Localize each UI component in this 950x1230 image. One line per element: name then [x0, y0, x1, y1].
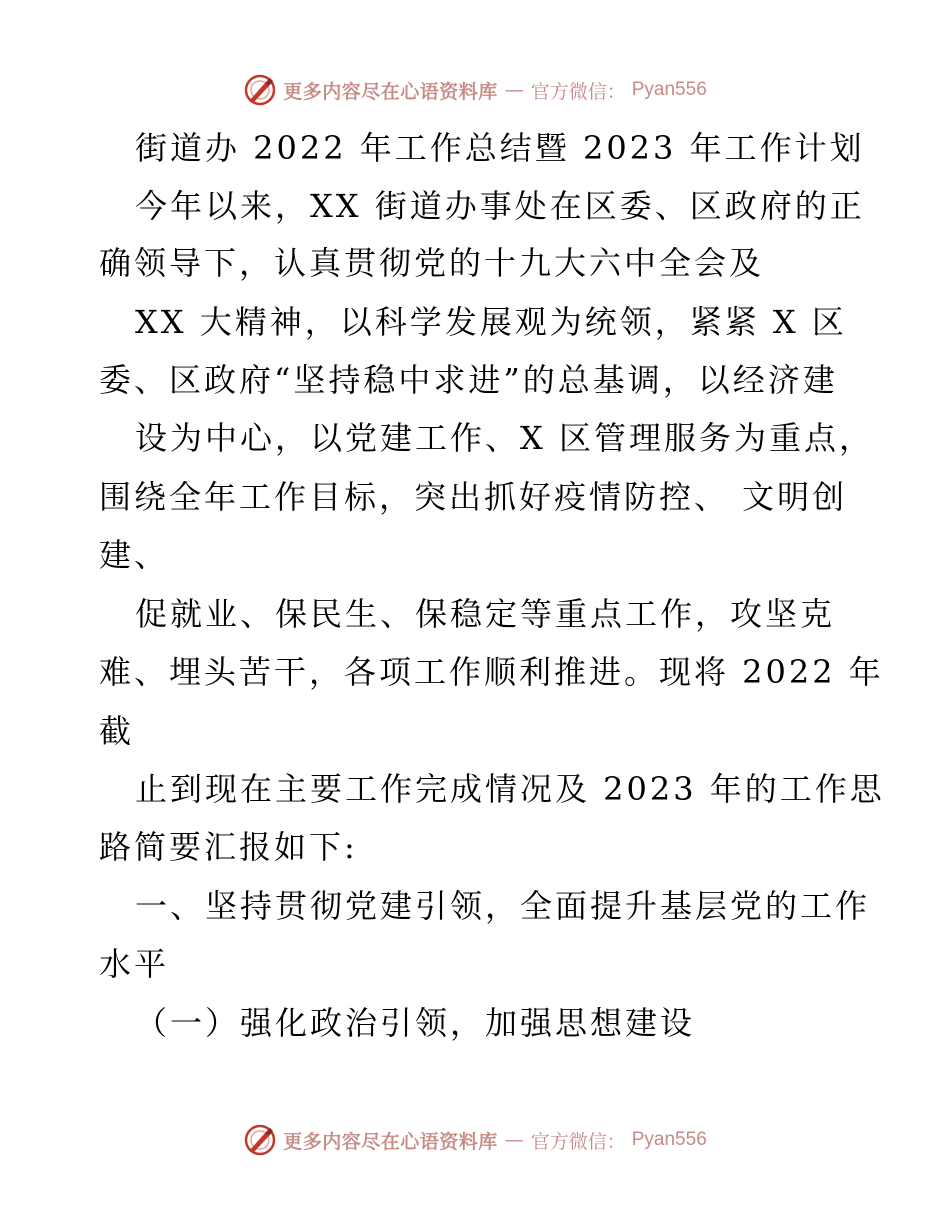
banner-wechat-id: Pyan556 — [631, 1129, 707, 1150]
header-banner — [0, 70, 950, 110]
pen-logo-icon — [243, 1123, 277, 1157]
paragraph-line: 设为中心，以党建工作、X 区管理服务为重点， — [135, 419, 874, 457]
banner-title: 更多内容尽在心语资料库 — [283, 1130, 498, 1153]
banner-wechat-id: Pyan556 — [631, 79, 707, 100]
document-title: 街道办 2022 年工作总结暨 2023 年工作计划 — [135, 129, 865, 167]
paragraph-line: 围绕全年工作目标，突出抓好疫情防控、 文明创 — [99, 478, 848, 516]
section-heading: 一、坚持贯彻党建引领，全面提升基层党的工作 — [135, 887, 871, 925]
paragraph-line: 确领导下，认真贯彻党的十九大六中全会及 — [99, 244, 765, 282]
banner-separator: — — [504, 1129, 524, 1151]
paragraph-line: 止到现在主要工作完成情况及 2023 年的工作思 — [135, 770, 885, 808]
paragraph-line: 截 — [99, 712, 135, 750]
section-heading: 水平 — [99, 945, 170, 983]
paragraph-line: 路简要汇报如下: — [99, 828, 358, 866]
footer-banner — [0, 1120, 950, 1160]
paragraph-line: 促就业、保民生、保稳定等重点工作，攻坚克 — [135, 595, 836, 633]
subsection-heading: （一）强化政治引领，加强思想建设 — [135, 1004, 696, 1042]
banner-wechat-label: 官方微信： — [530, 1130, 626, 1153]
banner-title: 更多内容尽在心语资料库 — [283, 80, 498, 103]
pen-logo-icon — [243, 73, 277, 107]
paragraph-line: XX 大精神，以科学发展观为统领，紧紧 X 区 — [135, 303, 847, 341]
banner-wechat-label: 官方微信： — [530, 80, 626, 103]
paragraph-line: 难、埋头苦干，各项工作顺利推进。现将 2022 年 — [99, 653, 884, 691]
paragraph-line: 建、 — [99, 536, 170, 574]
paragraph-line: 委、区政府“坚持稳中求进”的总基调，以经济建 — [99, 361, 838, 399]
banner-separator: — — [504, 79, 524, 101]
paragraph-line: 今年以来，XX 街道办事处在区委、区政府的正 — [135, 187, 865, 225]
